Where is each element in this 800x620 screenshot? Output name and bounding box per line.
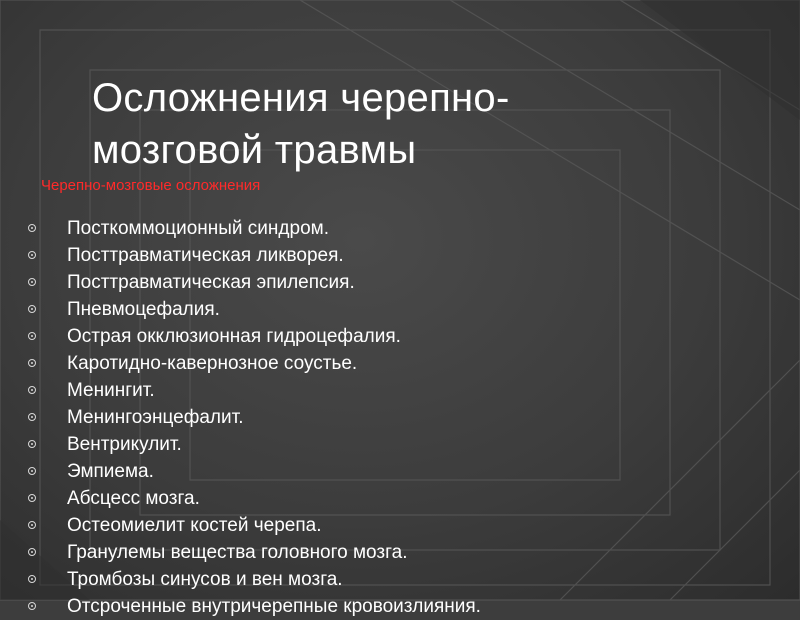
list-item-text: Посттравматическая эпилепсия. [67, 272, 355, 293]
list-item [28, 215, 768, 242]
list-item [28, 485, 768, 512]
list-item-text: Вентрикулит. [67, 434, 182, 455]
list-item [28, 242, 768, 269]
list-item [28, 404, 768, 431]
list-item-text: Посткоммоционный синдром. [67, 218, 329, 239]
circle-bullet-icon [28, 440, 36, 448]
circle-bullet-icon [28, 359, 36, 367]
list-item-text: Менингоэнцефалит. [67, 407, 244, 428]
list-item-text: Острая окклюзионная гидроцефалия. [67, 326, 401, 347]
circle-bullet-icon [28, 494, 36, 502]
circle-bullet-icon [28, 305, 36, 313]
list-item [28, 296, 768, 323]
list-item [28, 566, 768, 593]
circle-bullet-icon [28, 224, 36, 232]
circle-bullet-icon [28, 251, 36, 259]
list-item-text: Пневмоцефалия. [67, 299, 220, 320]
list-item [28, 539, 768, 566]
list-item-text: Каротидно-кавернозное соустье. [67, 353, 358, 374]
slide-subtitle: Черепно-мозговые осложнения [41, 177, 261, 194]
circle-bullet-icon [28, 278, 36, 286]
list-item-text: Эмпиема. [67, 461, 154, 482]
list-item-text: Посттравматическая ликворея. [67, 245, 344, 266]
circle-bullet-icon [28, 602, 36, 610]
circle-bullet-icon [28, 467, 36, 475]
list-item [28, 431, 768, 458]
list-item-text: Отсроченные внутричерепные кровоизлияния. [67, 596, 481, 617]
list-item [28, 377, 768, 404]
complications-list [28, 215, 768, 620]
list-item-text: Абсцесс мозга. [67, 488, 200, 509]
slide-title: Осложнения черепно-мозговой травмы [92, 76, 510, 172]
list-item-text: Тромбозы синусов и вен мозга. [67, 569, 343, 590]
list-item [28, 269, 768, 296]
circle-bullet-icon [28, 413, 36, 421]
circle-bullet-icon [28, 332, 36, 340]
list-item [28, 350, 768, 377]
list-item [28, 323, 768, 350]
circle-bullet-icon [28, 521, 36, 529]
list-item [28, 512, 768, 539]
list-item [28, 593, 768, 620]
list-item [28, 458, 768, 485]
circle-bullet-icon [28, 575, 36, 583]
circle-bullet-icon [28, 548, 36, 556]
list-item-text: Менингит. [67, 380, 155, 401]
list-item-text: Гранулемы вещества головного мозга. [67, 542, 408, 563]
list-item-text: Остеомиелит костей черепа. [67, 515, 322, 536]
circle-bullet-icon [28, 386, 36, 394]
